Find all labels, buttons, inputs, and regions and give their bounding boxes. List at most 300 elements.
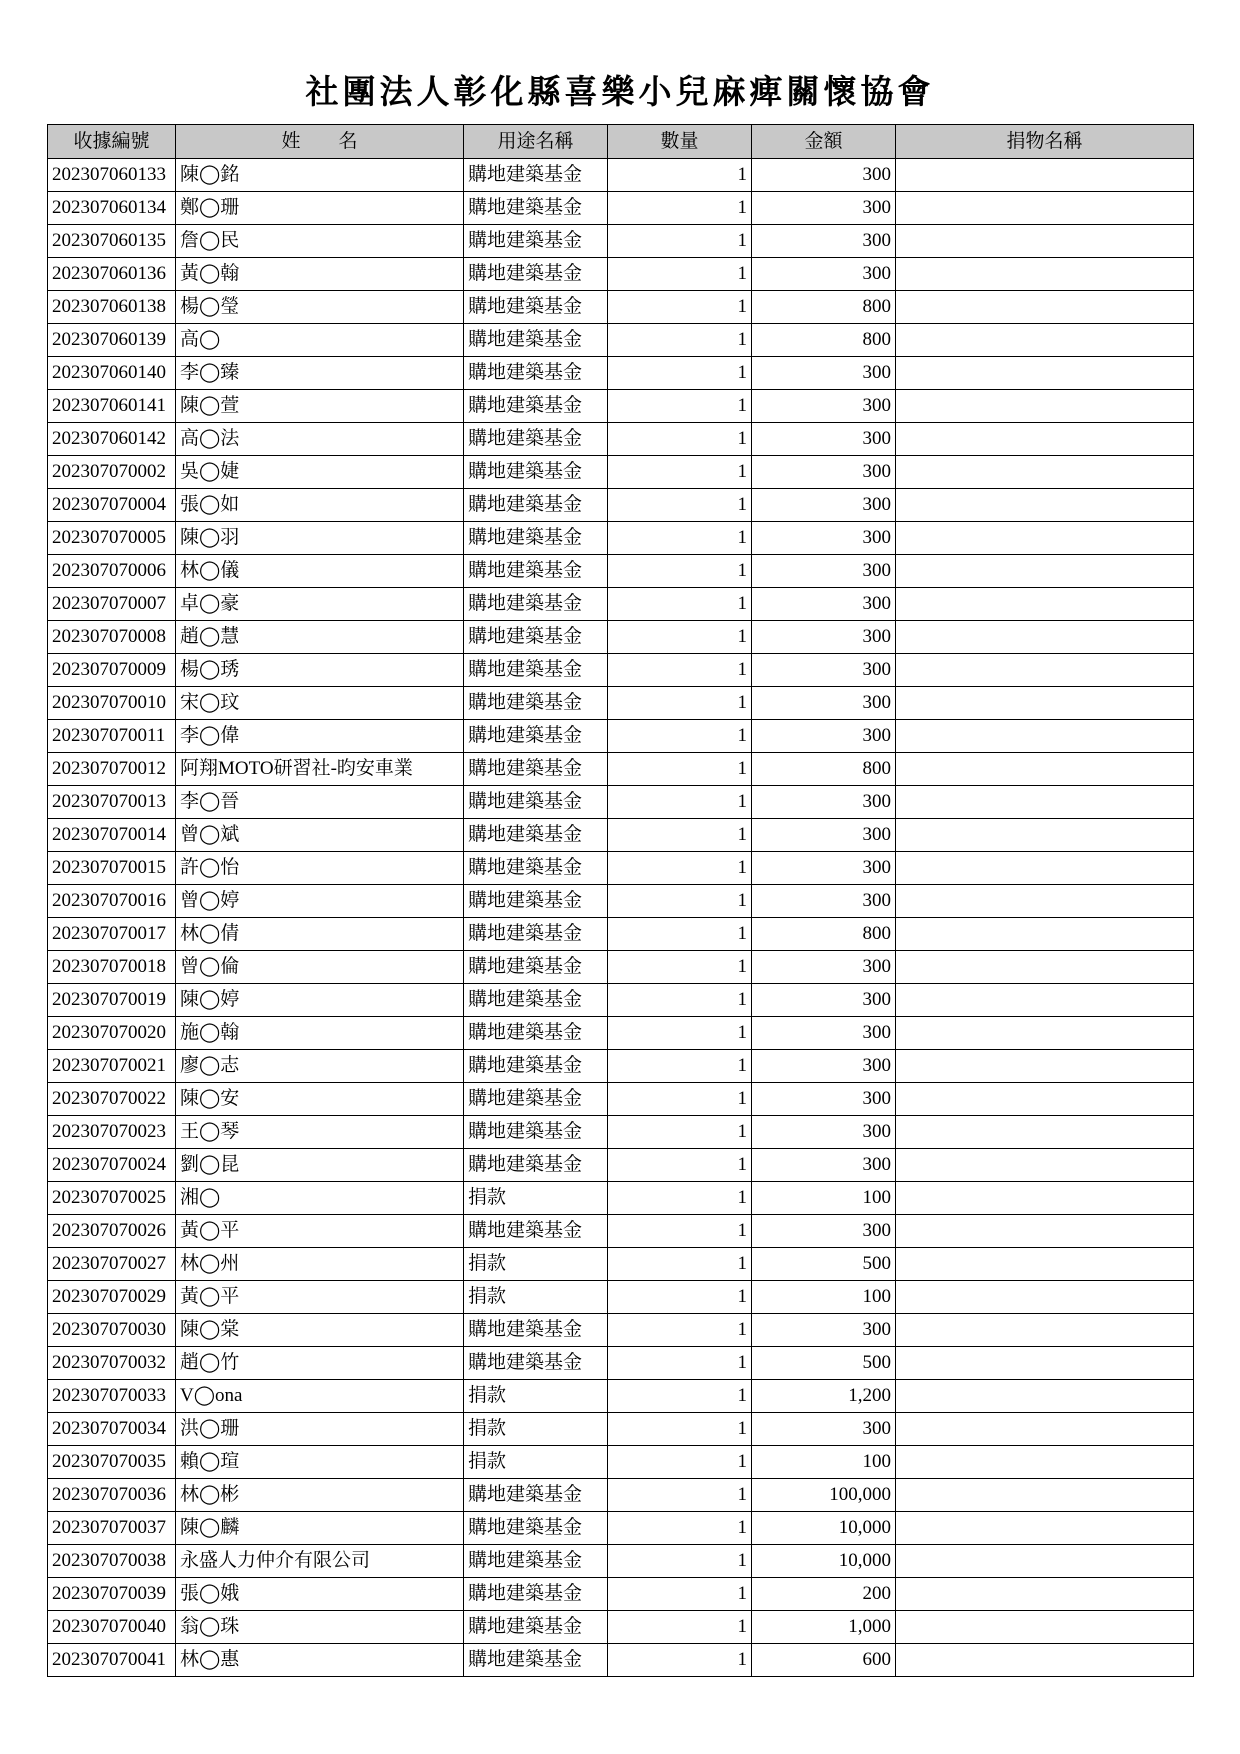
purpose-cell: 購地建築基金	[464, 1215, 608, 1248]
receipt-no-cell: 202307070015	[48, 852, 176, 885]
purpose-cell: 購地建築基金	[464, 1347, 608, 1380]
donor-name-cell: 林◯惠	[176, 1644, 464, 1677]
table-row	[48, 621, 1194, 654]
qty-cell: 1	[608, 291, 752, 324]
amount-cell: 100	[752, 1446, 896, 1479]
donor-name-cell: 李◯偉	[176, 720, 464, 753]
amount-cell: 1,200	[752, 1380, 896, 1413]
amount-cell: 300	[752, 225, 896, 258]
item-cell	[896, 1281, 1194, 1314]
donor-name-cell: 林◯倩	[176, 918, 464, 951]
receipt-no-cell: 202307070014	[48, 819, 176, 852]
table-row	[48, 720, 1194, 753]
amount-cell: 10,000	[752, 1512, 896, 1545]
table-row	[48, 951, 1194, 984]
receipt-no-cell: 202307070020	[48, 1017, 176, 1050]
item-cell	[896, 1413, 1194, 1446]
item-cell	[896, 1248, 1194, 1281]
receipt-no-cell: 202307060133	[48, 159, 176, 192]
donor-name-cell: 張◯娥	[176, 1578, 464, 1611]
receipt-no-cell: 202307070024	[48, 1149, 176, 1182]
qty-cell: 1	[608, 588, 752, 621]
receipt-no-cell: 202307060135	[48, 225, 176, 258]
receipt-no-cell: 202307070005	[48, 522, 176, 555]
amount-cell: 600	[752, 1644, 896, 1677]
qty-cell: 1	[608, 1578, 752, 1611]
table-row	[48, 456, 1194, 489]
donor-name-cell: 阿翔MOTO研習社-昀安車業	[176, 753, 464, 786]
table-row	[48, 1347, 1194, 1380]
table-row	[48, 258, 1194, 291]
item-cell	[896, 192, 1194, 225]
receipt-no-cell: 202307070039	[48, 1578, 176, 1611]
header-purpose: 用途名稱	[464, 125, 608, 159]
purpose-cell: 購地建築基金	[464, 621, 608, 654]
receipt-no-cell: 202307070033	[48, 1380, 176, 1413]
table-row	[48, 885, 1194, 918]
item-cell	[896, 1578, 1194, 1611]
donor-name-cell: 陳◯麟	[176, 1512, 464, 1545]
amount-cell: 300	[752, 423, 896, 456]
table-row	[48, 654, 1194, 687]
item-cell	[896, 357, 1194, 390]
receipt-no-cell: 202307070002	[48, 456, 176, 489]
amount-cell: 300	[752, 720, 896, 753]
table-row	[48, 291, 1194, 324]
item-cell	[896, 1611, 1194, 1644]
donor-name-cell: 鄭◯珊	[176, 192, 464, 225]
donor-name-cell: 高◯	[176, 324, 464, 357]
header-row	[48, 125, 1194, 159]
table-row	[48, 588, 1194, 621]
purpose-cell: 購地建築基金	[464, 786, 608, 819]
qty-cell: 1	[608, 1017, 752, 1050]
item-cell	[896, 1545, 1194, 1578]
receipt-no-cell: 202307070007	[48, 588, 176, 621]
table-row	[48, 852, 1194, 885]
purpose-cell: 捐款	[464, 1182, 608, 1215]
table-row	[48, 753, 1194, 786]
donor-name-cell: 許◯怡	[176, 852, 464, 885]
donor-name-cell: 曾◯倫	[176, 951, 464, 984]
donor-name-cell: 湘◯	[176, 1182, 464, 1215]
qty-cell: 1	[608, 1083, 752, 1116]
purpose-cell: 捐款	[464, 1380, 608, 1413]
amount-cell: 300	[752, 819, 896, 852]
table-row	[48, 1413, 1194, 1446]
donor-name-cell: 曾◯斌	[176, 819, 464, 852]
table-row	[48, 1578, 1194, 1611]
item-cell	[896, 258, 1194, 291]
receipt-no-cell: 202307070026	[48, 1215, 176, 1248]
purpose-cell: 購地建築基金	[464, 852, 608, 885]
item-cell	[896, 1347, 1194, 1380]
amount-cell: 300	[752, 192, 896, 225]
purpose-cell: 購地建築基金	[464, 1644, 608, 1677]
receipt-no-cell: 202307070008	[48, 621, 176, 654]
donor-name-cell: 廖◯志	[176, 1050, 464, 1083]
receipt-no-cell: 202307060136	[48, 258, 176, 291]
donor-name-cell: 趙◯慧	[176, 621, 464, 654]
receipt-no-cell: 202307060134	[48, 192, 176, 225]
donor-name-cell: 宋◯玟	[176, 687, 464, 720]
item-cell	[896, 159, 1194, 192]
receipt-no-cell: 202307060142	[48, 423, 176, 456]
qty-cell: 1	[608, 1347, 752, 1380]
amount-cell: 300	[752, 621, 896, 654]
donor-name-cell: 曾◯婷	[176, 885, 464, 918]
item-cell	[896, 1479, 1194, 1512]
qty-cell: 1	[608, 357, 752, 390]
purpose-cell: 購地建築基金	[464, 588, 608, 621]
item-cell	[896, 984, 1194, 1017]
donor-name-cell: 詹◯民	[176, 225, 464, 258]
receipt-no-cell: 202307070019	[48, 984, 176, 1017]
table-row	[48, 1644, 1194, 1677]
purpose-cell: 購地建築基金	[464, 1611, 608, 1644]
donor-name-cell: 黃◯平	[176, 1281, 464, 1314]
amount-cell: 300	[752, 1083, 896, 1116]
item-cell	[896, 885, 1194, 918]
item-cell	[896, 951, 1194, 984]
item-cell	[896, 390, 1194, 423]
amount-cell: 800	[752, 918, 896, 951]
donor-name-cell: 陳◯棠	[176, 1314, 464, 1347]
donor-name-cell: 翁◯珠	[176, 1611, 464, 1644]
amount-cell: 300	[752, 159, 896, 192]
qty-cell: 1	[608, 885, 752, 918]
qty-cell: 1	[608, 852, 752, 885]
qty-cell: 1	[608, 621, 752, 654]
purpose-cell: 購地建築基金	[464, 1083, 608, 1116]
donor-name-cell: 陳◯羽	[176, 522, 464, 555]
donor-name-cell: 李◯晉	[176, 786, 464, 819]
header-amount: 金額	[752, 125, 896, 159]
table-row	[48, 1314, 1194, 1347]
qty-cell: 1	[608, 1050, 752, 1083]
table-row	[48, 1512, 1194, 1545]
qty-cell: 1	[608, 1512, 752, 1545]
header-qty: 數量	[608, 125, 752, 159]
donor-name-cell: 黃◯翰	[176, 258, 464, 291]
item-cell	[896, 555, 1194, 588]
receipt-no-cell: 202307070038	[48, 1545, 176, 1578]
amount-cell: 300	[752, 1050, 896, 1083]
receipt-no-cell: 202307070010	[48, 687, 176, 720]
purpose-cell: 購地建築基金	[464, 1314, 608, 1347]
table-row	[48, 1281, 1194, 1314]
item-cell	[896, 1215, 1194, 1248]
table-row	[48, 918, 1194, 951]
item-cell	[896, 621, 1194, 654]
amount-cell: 300	[752, 258, 896, 291]
donor-name-cell: 楊◯瑩	[176, 291, 464, 324]
donor-name-cell: 林◯儀	[176, 555, 464, 588]
purpose-cell: 購地建築基金	[464, 423, 608, 456]
amount-cell: 300	[752, 1116, 896, 1149]
qty-cell: 1	[608, 1545, 752, 1578]
donor-name-cell: 吳◯婕	[176, 456, 464, 489]
item-cell	[896, 456, 1194, 489]
receipt-no-cell: 202307070030	[48, 1314, 176, 1347]
amount-cell: 100	[752, 1281, 896, 1314]
donor-name-cell: 黃◯平	[176, 1215, 464, 1248]
qty-cell: 1	[608, 819, 752, 852]
amount-cell: 300	[752, 852, 896, 885]
receipt-no-cell: 202307060140	[48, 357, 176, 390]
table-row	[48, 786, 1194, 819]
purpose-cell: 購地建築基金	[464, 1479, 608, 1512]
donor-name-cell: 陳◯銘	[176, 159, 464, 192]
purpose-cell: 購地建築基金	[464, 687, 608, 720]
table-row	[48, 489, 1194, 522]
receipt-no-cell: 202307070017	[48, 918, 176, 951]
donor-name-cell: 林◯彬	[176, 1479, 464, 1512]
qty-cell: 1	[608, 1248, 752, 1281]
purpose-cell: 購地建築基金	[464, 357, 608, 390]
qty-cell: 1	[608, 1644, 752, 1677]
table-row	[48, 1248, 1194, 1281]
amount-cell: 800	[752, 753, 896, 786]
table-row	[48, 687, 1194, 720]
item-cell	[896, 588, 1194, 621]
purpose-cell: 購地建築基金	[464, 951, 608, 984]
qty-cell: 1	[608, 258, 752, 291]
purpose-cell: 購地建築基金	[464, 1545, 608, 1578]
qty-cell: 1	[608, 489, 752, 522]
qty-cell: 1	[608, 1413, 752, 1446]
receipt-no-cell: 202307070040	[48, 1611, 176, 1644]
item-cell	[896, 324, 1194, 357]
amount-cell: 300	[752, 522, 896, 555]
qty-cell: 1	[608, 984, 752, 1017]
item-cell	[896, 489, 1194, 522]
table-row	[48, 1050, 1194, 1083]
donor-name-cell: 陳◯安	[176, 1083, 464, 1116]
receipt-no-cell: 202307070016	[48, 885, 176, 918]
receipt-no-cell: 202307060141	[48, 390, 176, 423]
item-cell	[896, 1017, 1194, 1050]
table-row	[48, 1149, 1194, 1182]
purpose-cell: 購地建築基金	[464, 819, 608, 852]
table-row	[48, 1446, 1194, 1479]
item-cell	[896, 1116, 1194, 1149]
amount-cell: 300	[752, 654, 896, 687]
item-cell	[896, 819, 1194, 852]
table-row	[48, 819, 1194, 852]
qty-cell: 1	[608, 720, 752, 753]
table-row	[48, 324, 1194, 357]
amount-cell: 300	[752, 390, 896, 423]
table-row	[48, 1479, 1194, 1512]
amount-cell: 500	[752, 1248, 896, 1281]
amount-cell: 200	[752, 1578, 896, 1611]
purpose-cell: 購地建築基金	[464, 324, 608, 357]
donor-name-cell: 洪◯珊	[176, 1413, 464, 1446]
amount-cell: 300	[752, 357, 896, 390]
qty-cell: 1	[608, 1446, 752, 1479]
qty-cell: 1	[608, 1281, 752, 1314]
donor-name-cell: 趙◯竹	[176, 1347, 464, 1380]
qty-cell: 1	[608, 423, 752, 456]
table-row	[48, 159, 1194, 192]
receipt-no-cell: 202307070041	[48, 1644, 176, 1677]
item-cell	[896, 687, 1194, 720]
item-cell	[896, 291, 1194, 324]
item-cell	[896, 1644, 1194, 1677]
receipt-no-cell: 202307070004	[48, 489, 176, 522]
amount-cell: 300	[752, 1413, 896, 1446]
donor-name-cell: 陳◯萱	[176, 390, 464, 423]
qty-cell: 1	[608, 225, 752, 258]
purpose-cell: 購地建築基金	[464, 1149, 608, 1182]
amount-cell: 300	[752, 786, 896, 819]
purpose-cell: 購地建築基金	[464, 753, 608, 786]
item-cell	[896, 720, 1194, 753]
item-cell	[896, 786, 1194, 819]
donor-name-cell: 賴◯瑄	[176, 1446, 464, 1479]
receipt-no-cell: 202307070018	[48, 951, 176, 984]
item-cell	[896, 1182, 1194, 1215]
purpose-cell: 購地建築基金	[464, 555, 608, 588]
receipt-no-cell: 202307070032	[48, 1347, 176, 1380]
amount-cell: 1,000	[752, 1611, 896, 1644]
item-cell	[896, 852, 1194, 885]
receipt-no-cell: 202307070027	[48, 1248, 176, 1281]
receipt-no-cell: 202307070021	[48, 1050, 176, 1083]
item-cell	[896, 423, 1194, 456]
qty-cell: 1	[608, 687, 752, 720]
item-cell	[896, 1314, 1194, 1347]
qty-cell: 1	[608, 1314, 752, 1347]
receipt-no-cell: 202307070035	[48, 1446, 176, 1479]
donor-name-cell: 林◯州	[176, 1248, 464, 1281]
purpose-cell: 購地建築基金	[464, 159, 608, 192]
qty-cell: 1	[608, 159, 752, 192]
donor-name-cell: 卓◯豪	[176, 588, 464, 621]
amount-cell: 10,000	[752, 1545, 896, 1578]
receipt-no-cell: 202307070034	[48, 1413, 176, 1446]
receipt-no-cell: 202307070037	[48, 1512, 176, 1545]
qty-cell: 1	[608, 654, 752, 687]
donor-name-cell: 王◯琴	[176, 1116, 464, 1149]
donor-name-cell: 楊◯琇	[176, 654, 464, 687]
purpose-cell: 購地建築基金	[464, 1512, 608, 1545]
purpose-cell: 購地建築基金	[464, 291, 608, 324]
table-row	[48, 357, 1194, 390]
table-row	[48, 1380, 1194, 1413]
table-row	[48, 522, 1194, 555]
amount-cell: 300	[752, 885, 896, 918]
qty-cell: 1	[608, 753, 752, 786]
qty-cell: 1	[608, 192, 752, 225]
receipt-no-cell: 202307070006	[48, 555, 176, 588]
item-cell	[896, 1380, 1194, 1413]
amount-cell: 300	[752, 588, 896, 621]
qty-cell: 1	[608, 1479, 752, 1512]
purpose-cell: 購地建築基金	[464, 1578, 608, 1611]
item-cell	[896, 1050, 1194, 1083]
item-cell	[896, 522, 1194, 555]
donation-table	[47, 124, 1194, 1677]
purpose-cell: 購地建築基金	[464, 885, 608, 918]
amount-cell: 300	[752, 555, 896, 588]
amount-cell: 100	[752, 1182, 896, 1215]
item-cell	[896, 753, 1194, 786]
table-row	[48, 1083, 1194, 1116]
purpose-cell: 購地建築基金	[464, 1017, 608, 1050]
table-row	[48, 555, 1194, 588]
donor-name-cell: 李◯臻	[176, 357, 464, 390]
table-row	[48, 390, 1194, 423]
donor-name-cell: 高◯法	[176, 423, 464, 456]
purpose-cell: 購地建築基金	[464, 225, 608, 258]
amount-cell: 800	[752, 291, 896, 324]
receipt-no-cell: 202307070025	[48, 1182, 176, 1215]
qty-cell: 1	[608, 1215, 752, 1248]
qty-cell: 1	[608, 1182, 752, 1215]
qty-cell: 1	[608, 1380, 752, 1413]
qty-cell: 1	[608, 1149, 752, 1182]
item-cell	[896, 225, 1194, 258]
receipt-no-cell: 202307070036	[48, 1479, 176, 1512]
donor-name-cell: V◯ona	[176, 1380, 464, 1413]
donor-name-cell: 永盛人力仲介有限公司	[176, 1545, 464, 1578]
table-row	[48, 192, 1194, 225]
receipt-no-cell: 202307070022	[48, 1083, 176, 1116]
amount-cell: 100,000	[752, 1479, 896, 1512]
purpose-cell: 購地建築基金	[464, 918, 608, 951]
purpose-cell: 購地建築基金	[464, 1116, 608, 1149]
page-title: 社團法人彰化縣喜樂小兒麻痺關懷協會	[305, 72, 935, 111]
receipt-no-cell: 202307060139	[48, 324, 176, 357]
amount-cell: 300	[752, 984, 896, 1017]
amount-cell: 300	[752, 1149, 896, 1182]
purpose-cell: 購地建築基金	[464, 390, 608, 423]
amount-cell: 300	[752, 456, 896, 489]
amount-cell: 300	[752, 489, 896, 522]
purpose-cell: 捐款	[464, 1446, 608, 1479]
item-cell	[896, 1083, 1194, 1116]
header-name: 姓 名	[176, 125, 464, 159]
purpose-cell: 購地建築基金	[464, 522, 608, 555]
table-row	[48, 1017, 1194, 1050]
amount-cell: 300	[752, 1017, 896, 1050]
purpose-cell: 購地建築基金	[464, 1050, 608, 1083]
qty-cell: 1	[608, 456, 752, 489]
donor-name-cell: 施◯翰	[176, 1017, 464, 1050]
table-row	[48, 225, 1194, 258]
table-row	[48, 1215, 1194, 1248]
item-cell	[896, 1446, 1194, 1479]
purpose-cell: 購地建築基金	[464, 720, 608, 753]
receipt-no-cell: 202307070029	[48, 1281, 176, 1314]
receipt-no-cell: 202307070013	[48, 786, 176, 819]
receipt-no-cell: 202307070023	[48, 1116, 176, 1149]
qty-cell: 1	[608, 522, 752, 555]
qty-cell: 1	[608, 1611, 752, 1644]
table-row	[48, 423, 1194, 456]
qty-cell: 1	[608, 390, 752, 423]
item-cell	[896, 918, 1194, 951]
receipt-no-cell: 202307060138	[48, 291, 176, 324]
header-item: 捐物名稱	[896, 125, 1194, 159]
donor-name-cell: 劉◯昆	[176, 1149, 464, 1182]
amount-cell: 300	[752, 687, 896, 720]
purpose-cell: 捐款	[464, 1413, 608, 1446]
table-row	[48, 1545, 1194, 1578]
receipt-no-cell: 202307070009	[48, 654, 176, 687]
